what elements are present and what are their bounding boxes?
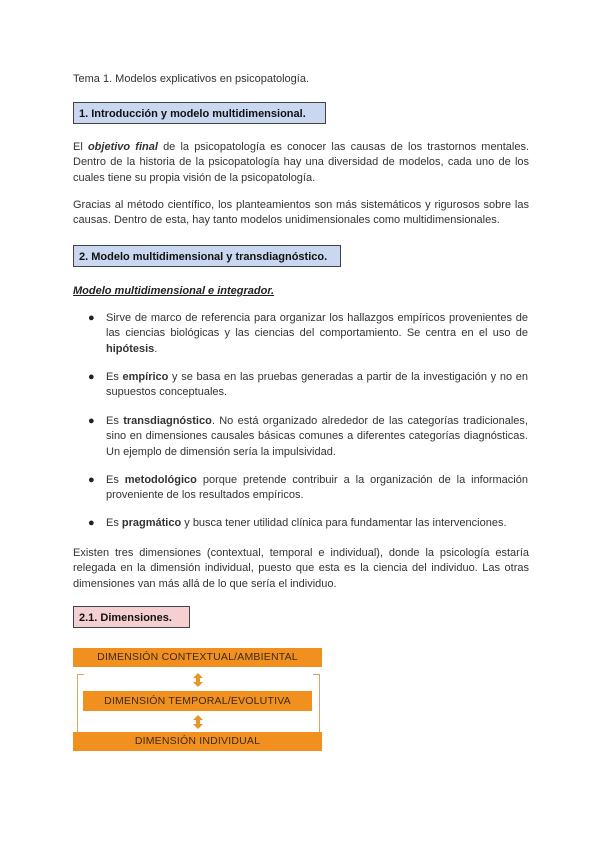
bullet-item [88, 516, 528, 531]
subheading-multidimensional-model: Modelo multidimensional e integrador. [73, 285, 275, 297]
bullet-dot-icon: ● [88, 371, 95, 383]
bullet-bold-term: pragmático [121, 517, 182, 529]
bullet-item [88, 311, 528, 357]
dimension-contextual-box: DIMENSIÓN CONTEXTUAL/AMBIENTAL [73, 648, 322, 667]
bullet-bold-term: metodológico [124, 474, 197, 486]
bullet-text-pre: Es [106, 371, 123, 383]
bullet-text-post: y busca tener utilidad clínica para fundamentar las intervenciones. [181, 517, 507, 529]
bullet-item [88, 370, 528, 401]
section-heading-2: 2. Modelo multidimensional y transdiagnóstico. [73, 245, 341, 267]
bullet-text-pre: Es [106, 517, 122, 529]
dimension-individual-box: DIMENSIÓN INDIVIDUAL [73, 732, 322, 751]
right-bracket [313, 674, 320, 738]
bullet-item [88, 473, 528, 504]
bullet-text-post: porque pretende contribuir a la organización de la información proveniente de los resultados empíricos. [106, 474, 528, 502]
bullet-dot-icon: ● [88, 415, 95, 427]
bullet-dot-icon: ● [88, 474, 95, 486]
bullet-text-post: . No está organizado alrededor de las categorías tradicionales, sino en dimensiones causales básicas comunes a diferentes categorías diagnósticas. Un ejemplo de dimensión sería la impulsividad. [106, 415, 528, 458]
paragraph-dimensions-intro: Existen tres dimensiones (contextual, temporal e individual), donde la psicología estaría relegada en la dimensión individual, puesto que esta es la ciencia del individuo. Las otras dimensiones van más allá de lo que sería el individuo. [73, 547, 529, 590]
dimensions-diagram [73, 646, 323, 756]
bullet-bold-term: transdiagnóstico [123, 415, 212, 427]
paragraph-objective [73, 140, 529, 186]
section-heading-1: 1. Introducción y modelo multidimensional. [73, 102, 326, 124]
up-down-arrow-icon [191, 673, 205, 687]
paragraph-objective-post: de la psicopatología es conocer las causas de los trastornos mentales. Dentro de la historia de la psicopatología hay una diversidad de modelos, cada uno de los cuales tiene su propia visión de la psicopatología. [73, 141, 530, 184]
section-heading-2-1: 2.1. Dimensiones. [73, 606, 190, 628]
paragraph-objective-pre: El [73, 141, 88, 153]
objective-final-emphasis: objetivo final [87, 141, 158, 153]
bullet-bold-term: empírico [122, 371, 169, 383]
bullet-dot-icon: ● [88, 517, 95, 529]
bullet-text-pre: Es [106, 415, 124, 427]
bullet-bold-term: hipótesis [106, 342, 155, 355]
bullet-dot-icon: ● [88, 312, 95, 324]
bullet-text-pre: Es [106, 474, 125, 486]
bullet-text-post: . [154, 342, 158, 355]
bullet-text-post: y se basa en las pruebas generadas a partir de la investigación y no en supuestos conceptuales. [106, 371, 528, 399]
paragraph-scientific-method: Gracias al método científico, los planteamientos son más sistemáticos y rigurosos sobre las causas. Dentro de esta, hay tanto modelos unidimensionales como multidimensionales. [73, 199, 529, 227]
bullet-item [88, 414, 528, 460]
up-down-arrow-icon [191, 715, 205, 729]
dimension-temporal-box: DIMENSIÓN TEMPORAL/EVOLUTIVA [83, 691, 312, 711]
bullet-text-pre: Sirve de marco de referencia para organizar los hallazgos empíricos provenientes de las ciencias biológicas y las ciencias del comportamiento. Se centra en el uso de [106, 312, 528, 340]
document-title: Tema 1. Modelos explicativos en psicopatología. [73, 73, 310, 85]
